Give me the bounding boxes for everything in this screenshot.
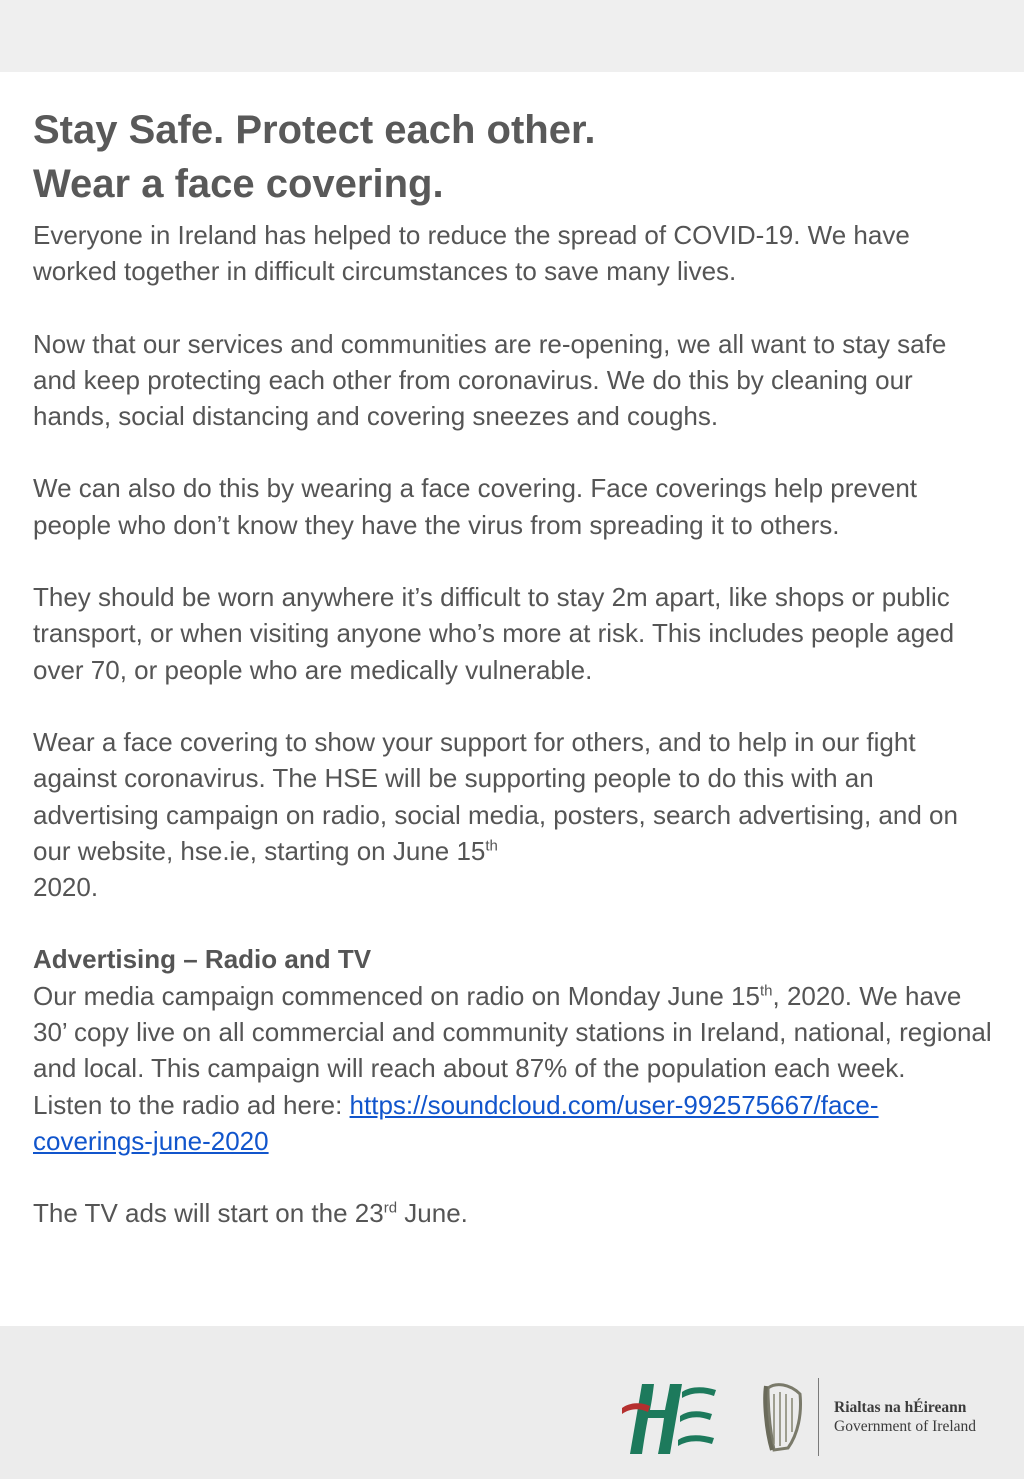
tv-date-suffix: rd xyxy=(383,1199,398,1217)
paragraph-4: They should be worn anywhere it’s difficult to stay 2m apart, like shops or public transport, or when visiting anyone who’s more at risk. This includes people aged over 70, or people who are medically vulnerable. xyxy=(33,582,955,685)
paragraph-5-year: 2020. xyxy=(33,872,99,903)
government-wordmark xyxy=(834,1398,976,1436)
date-suffix: th xyxy=(485,837,498,855)
paragraph-5 xyxy=(33,724,993,905)
title-line-2: Wear a face covering. xyxy=(33,162,444,206)
page-title xyxy=(33,103,993,211)
soundcloud-link[interactable]: https://soundcloud.com/user-992575667/face-coverings-june-2020 xyxy=(33,1089,879,1156)
hse-logo-icon xyxy=(620,1378,720,1458)
government-english-name: Government of Ireland xyxy=(834,1418,977,1435)
paragraph-5-text: Wear a face covering to show your support for others, and to help in our fight against coronavirus. The HSE will be supporting people to do this with an advertising campaign on radio, social media, posters, search advertising, and on our website, hse.ie, starting on June 15 xyxy=(33,726,958,866)
document-content xyxy=(33,103,993,1232)
tv-text: The TV ads will start on the 23 xyxy=(33,1198,384,1229)
tv-text-tail: June. xyxy=(397,1198,468,1229)
advertising-section xyxy=(33,941,993,1159)
tv-note xyxy=(33,1195,993,1231)
advertising-heading: Advertising – Radio and TV xyxy=(33,944,372,975)
government-irish-name: Rialtas na hÉireann xyxy=(834,1399,967,1416)
advertising-date-suffix: th xyxy=(759,982,773,1000)
paragraph-3: We can also do this by wearing a face covering. Face coverings help prevent people who don’t know they have the virus from spreading it to others. xyxy=(33,473,917,540)
top-band xyxy=(0,0,1024,72)
title-line-1: Stay Safe. Protect each other. xyxy=(33,108,596,152)
logo-divider xyxy=(818,1378,819,1456)
harp-emblem-icon xyxy=(760,1380,808,1454)
listen-label: Listen to the radio ad here: xyxy=(33,1089,350,1120)
paragraph-2: Now that our services and communities are re-opening, we all want to stay safe and keep protecting each other from coronavirus. We do this by cleaning our hands, social distancing and covering sneezes and coughs. xyxy=(33,328,947,432)
advertising-text-1: Our media campaign commenced on radio on Monday June 15 xyxy=(33,980,760,1011)
paragraph-1: Everyone in Ireland has helped to reduce the spread of COVID-19. We have worked together in difficult circumstances to save many lives. xyxy=(33,220,910,287)
logo-bar xyxy=(610,1370,1010,1465)
advertising-text-2: , 2020. We have 30’ copy live on all commercial and community stations in Ireland, national, regional and local. This campaign will reach about 87% of the population each week. xyxy=(33,980,992,1084)
